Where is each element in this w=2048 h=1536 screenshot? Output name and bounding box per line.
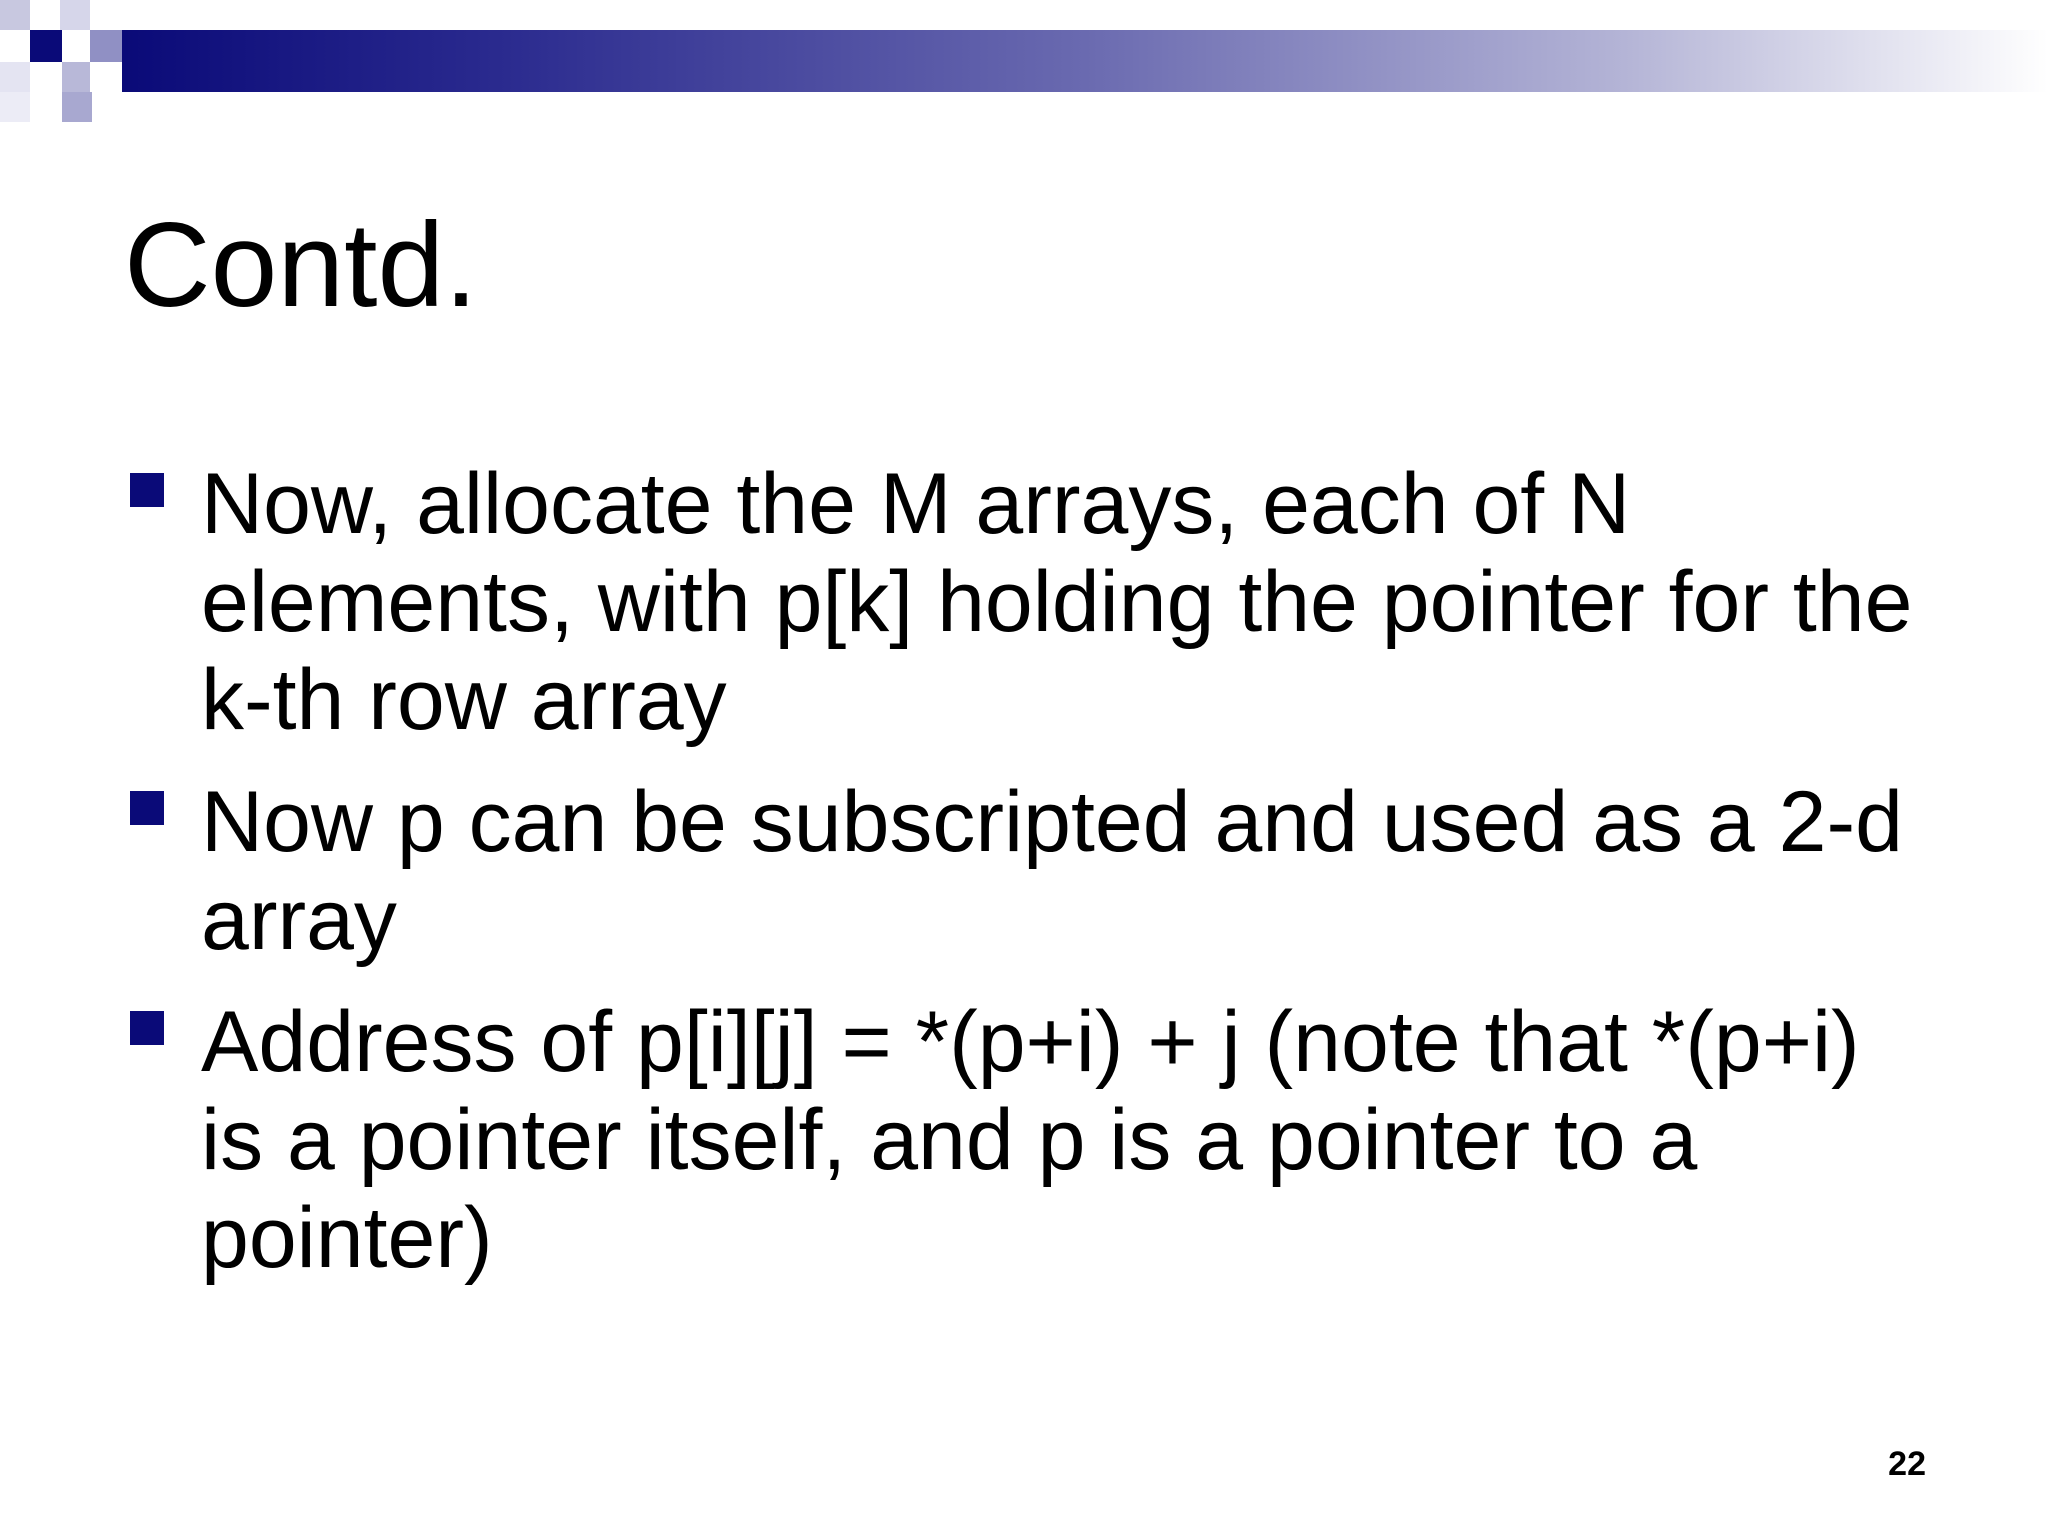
bullet-text: Now, allocate the M arrays, each of N elements, with p[k] holding the pointer for the k-th row array: [201, 456, 1913, 748]
page-number: 22: [1888, 1445, 1926, 1483]
decorative-square: [90, 30, 122, 62]
decorative-square: [62, 62, 90, 92]
bullet-text: Now p can be subscripted and used as a 2-d array: [201, 774, 1903, 968]
decorative-square: [60, 0, 90, 30]
decorative-square: [30, 0, 60, 30]
decorative-square: [0, 92, 30, 122]
bullet-item: [128, 773, 1928, 969]
bullet-item: [128, 993, 1928, 1287]
slide-title: Contd.: [124, 198, 478, 332]
decorative-square: [90, 0, 122, 30]
square-bullet-icon: [130, 473, 164, 507]
decorative-square: [0, 0, 30, 30]
bullet-list: [128, 455, 1928, 1311]
bullet-text: Address of p[i][j] = *(p+i) + j (note that *(p+i) is a pointer itself, and p is a pointer to a pointer): [201, 994, 1860, 1286]
square-bullet-icon: [130, 1011, 164, 1045]
bullet-item: [128, 455, 1928, 749]
decorative-square: [30, 30, 62, 62]
header-gradient-band: [122, 30, 2048, 92]
decorative-square: [62, 92, 92, 122]
decorative-square: [0, 62, 30, 92]
square-bullet-icon: [130, 791, 164, 825]
